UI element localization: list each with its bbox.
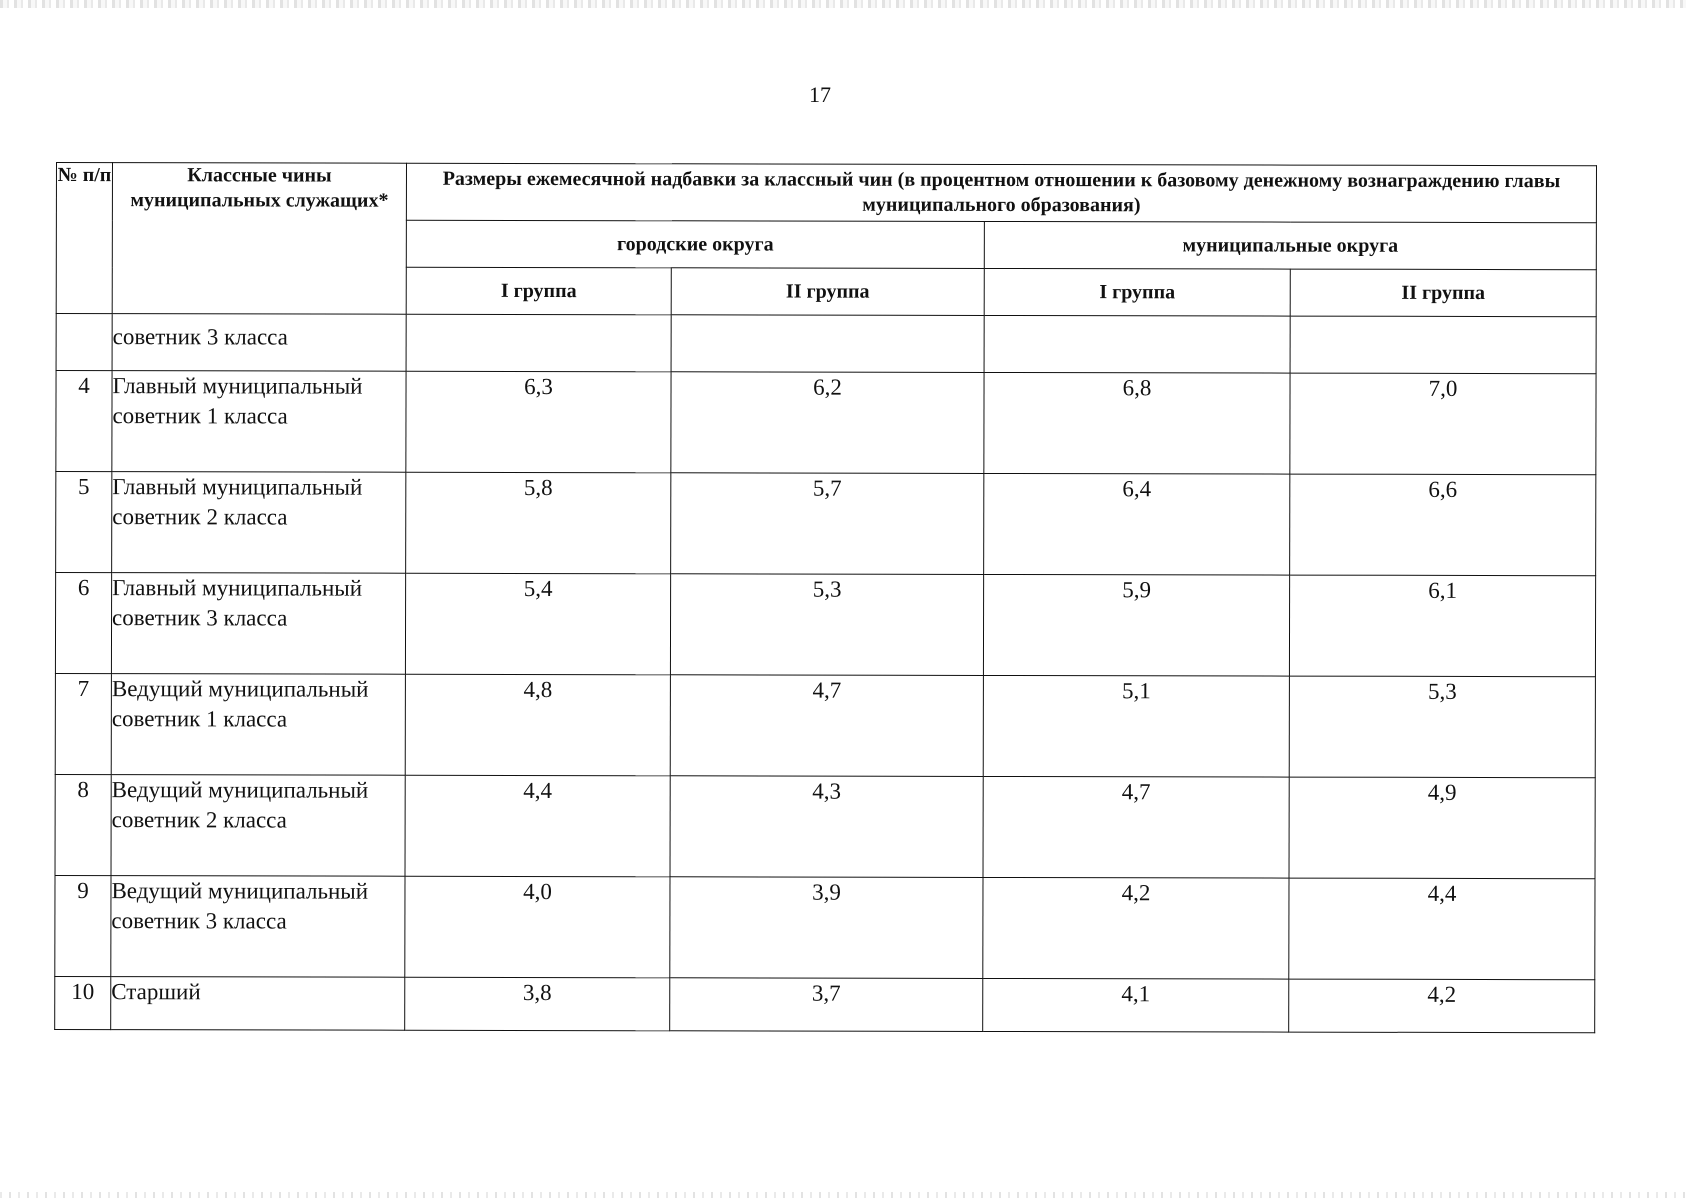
header-municipal-group-2: II группа	[1290, 269, 1596, 317]
row-value-municipal-1: 4,7	[983, 776, 1289, 878]
header-main: Размеры ежемесячной надбавки за классный чин (в процентном отношении к базовому денежному вознаграждению главы муниципального образования)	[406, 163, 1596, 222]
row-num: 6	[55, 573, 111, 674]
row-rank: Ведущий муниципальный советник 1 класса	[111, 674, 405, 776]
row-value-urban-1: 5,4	[405, 573, 670, 675]
row-rank: Главный муниципальный советник 1 класса	[112, 371, 406, 473]
row-value-municipal-1	[984, 315, 1290, 373]
row-value-municipal-1: 6,4	[984, 473, 1290, 575]
row-value-urban-1: 5,8	[406, 472, 671, 574]
header-district-municipal: муниципальные округа	[984, 221, 1596, 269]
row-value-municipal-2: 4,9	[1289, 777, 1595, 879]
header-district-urban: городские округа	[406, 220, 984, 268]
row-rank: Ведущий муниципальный советник 2 класса	[111, 775, 405, 877]
row-value-urban-2: 5,7	[671, 473, 984, 575]
row-rank: Ведущий муниципальный советник 3 класса	[111, 876, 405, 978]
scan-edge-bottom	[0, 1192, 1686, 1198]
row-value-urban-1: 6,3	[406, 371, 671, 473]
row-value-urban-2: 5,3	[670, 574, 983, 676]
row-rank: Главный муниципальный советник 3 класса	[111, 573, 405, 675]
row-value-urban-2: 3,7	[670, 978, 983, 1032]
row-value-municipal-2: 6,1	[1289, 575, 1595, 677]
row-value-urban-1: 4,0	[405, 876, 670, 978]
row-value-municipal-2: 4,4	[1289, 878, 1595, 980]
row-value-municipal-2: 4,2	[1289, 979, 1595, 1033]
row-rank: Старший	[111, 977, 405, 1031]
row-num: 10	[55, 976, 111, 1029]
rates-table	[54, 162, 1597, 1033]
table-row	[55, 976, 1595, 1032]
page-number: 17	[809, 82, 831, 107]
table-row	[55, 673, 1595, 777]
scan-edge-top	[0, 0, 1686, 8]
table-row	[56, 371, 1596, 475]
table-row	[55, 875, 1595, 979]
row-num: 9	[55, 875, 111, 976]
row-value-municipal-2: 6,6	[1290, 474, 1596, 576]
row-value-municipal-1: 4,2	[983, 877, 1289, 979]
row-value-urban-2	[671, 315, 984, 373]
row-num	[56, 314, 112, 371]
row-value-urban-1: 3,8	[405, 977, 670, 1031]
row-value-municipal-2: 7,0	[1290, 373, 1596, 475]
row-value-municipal-2: 5,3	[1289, 676, 1595, 778]
row-value-urban-1: 4,4	[405, 775, 670, 877]
row-value-municipal-1: 5,9	[983, 574, 1289, 676]
row-value-municipal-1: 5,1	[983, 675, 1289, 777]
header-urban-group-1: I группа	[406, 267, 671, 315]
row-num: 8	[55, 774, 111, 875]
row-value-urban-2: 3,9	[670, 877, 983, 979]
header-urban-group-2: II группа	[671, 268, 984, 316]
row-value-municipal-1: 6,8	[984, 372, 1290, 474]
table-row	[56, 472, 1596, 576]
header-rank: Классные чины муниципальных служащих*	[112, 163, 406, 315]
row-value-municipal-1: 4,1	[983, 978, 1289, 1032]
row-value-urban-2: 6,2	[671, 372, 984, 474]
row-value-urban-2: 4,7	[670, 675, 983, 777]
header-num: № п/п	[56, 163, 112, 314]
row-num: 4	[56, 371, 112, 472]
row-num: 7	[55, 673, 111, 774]
table-row	[55, 573, 1595, 677]
row-value-urban-1	[406, 314, 671, 372]
row-value-urban-2: 4,3	[670, 776, 983, 878]
table-row	[56, 314, 1596, 374]
header-municipal-group-1: I группа	[984, 268, 1290, 316]
row-num: 5	[56, 472, 112, 573]
row-rank: Главный муниципальный советник 2 класса	[112, 472, 406, 574]
table-row	[55, 774, 1595, 878]
row-rank: советник 3 класса	[112, 314, 406, 372]
row-value-municipal-2	[1290, 316, 1596, 374]
row-value-urban-1: 4,8	[405, 674, 670, 776]
